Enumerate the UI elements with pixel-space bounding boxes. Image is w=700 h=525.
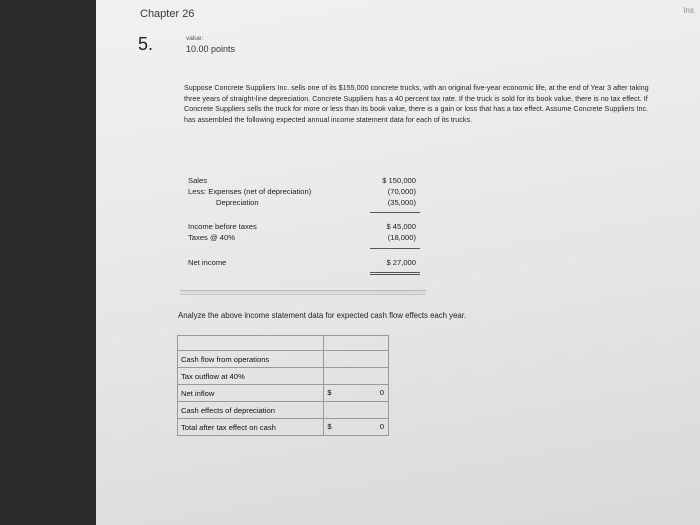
row-label: Cash flow from operations bbox=[178, 351, 324, 368]
row-label: Total after tax effect on cash bbox=[178, 419, 324, 436]
net-income-label: Net income bbox=[188, 258, 227, 267]
ibt-label: Income before taxes bbox=[188, 222, 257, 231]
depreciation-effect-input[interactable] bbox=[324, 402, 389, 419]
cash-flow-operations-input[interactable] bbox=[324, 351, 389, 368]
taxes-row bbox=[188, 233, 438, 243]
sales-label: Sales bbox=[188, 176, 207, 185]
textbook-page bbox=[96, 0, 700, 525]
total-effect-value: $ 0 bbox=[324, 419, 389, 436]
value-label: value: bbox=[186, 35, 204, 42]
net-income-value: $ 27,000 bbox=[386, 258, 416, 267]
ibt-row bbox=[188, 222, 438, 232]
expenses-row bbox=[188, 187, 438, 197]
expenses-value: (70,000) bbox=[387, 187, 416, 196]
chapter-title: Chapter 26 bbox=[140, 8, 195, 20]
problem-text: Suppose Concrete Suppliers Inc. sells one of its $155,000 concrete trucks, with an original five-year economic life, at the end of Year 3 after taking three years of straight-line depreciation. Concrete Suppliers has a 40 percent tax rate. If the truck is sold for its book value, there is no tax effect. If Concrete Suppliers sells the truck for more or less than its book value, there is a gain or loss that has a tax effect. Assume Concrete Suppliers Inc. has assembled the following expected annual income statement data for each of its trucks. bbox=[184, 83, 649, 124]
section-divider bbox=[180, 290, 426, 295]
tax-outflow-input[interactable] bbox=[324, 368, 389, 385]
cash-flow-table bbox=[177, 335, 389, 436]
table-row bbox=[178, 351, 389, 368]
points-value: 10.00 points bbox=[186, 44, 236, 54]
total-double-rule bbox=[370, 272, 420, 275]
row-label: Cash effects of depreciation bbox=[178, 402, 324, 419]
corner-label: Ins bbox=[683, 6, 694, 15]
table-row bbox=[178, 419, 389, 436]
depreciation-value: (35,000) bbox=[387, 198, 416, 207]
depreciation-label: Depreciation bbox=[216, 198, 259, 207]
tax-rule bbox=[370, 248, 420, 249]
taxes-value: (18,000) bbox=[387, 233, 416, 242]
question-number: 5. bbox=[138, 34, 154, 54]
taxes-label: Taxes @ 40% bbox=[188, 233, 235, 242]
table-row bbox=[178, 368, 389, 385]
table-header-row bbox=[178, 336, 389, 351]
ibt-value: $ 45,000 bbox=[386, 222, 416, 231]
net-income-row bbox=[188, 258, 438, 268]
sales-row bbox=[188, 176, 438, 186]
table-row bbox=[178, 402, 389, 419]
table-row bbox=[178, 385, 389, 402]
sales-value: $ 150,000 bbox=[382, 176, 416, 185]
net-inflow-value: $ 0 bbox=[324, 385, 389, 402]
depreciation-row bbox=[188, 198, 438, 208]
subtotal-rule bbox=[370, 212, 420, 213]
row-label: Tax outflow at 40% bbox=[178, 368, 324, 385]
row-label: Net inflow bbox=[178, 385, 324, 402]
expenses-label: Less: Expenses (net of depreciation) bbox=[188, 187, 312, 196]
analyze-prompt: Analyze the above income statement data for expected cash flow effects each year. bbox=[178, 311, 467, 320]
